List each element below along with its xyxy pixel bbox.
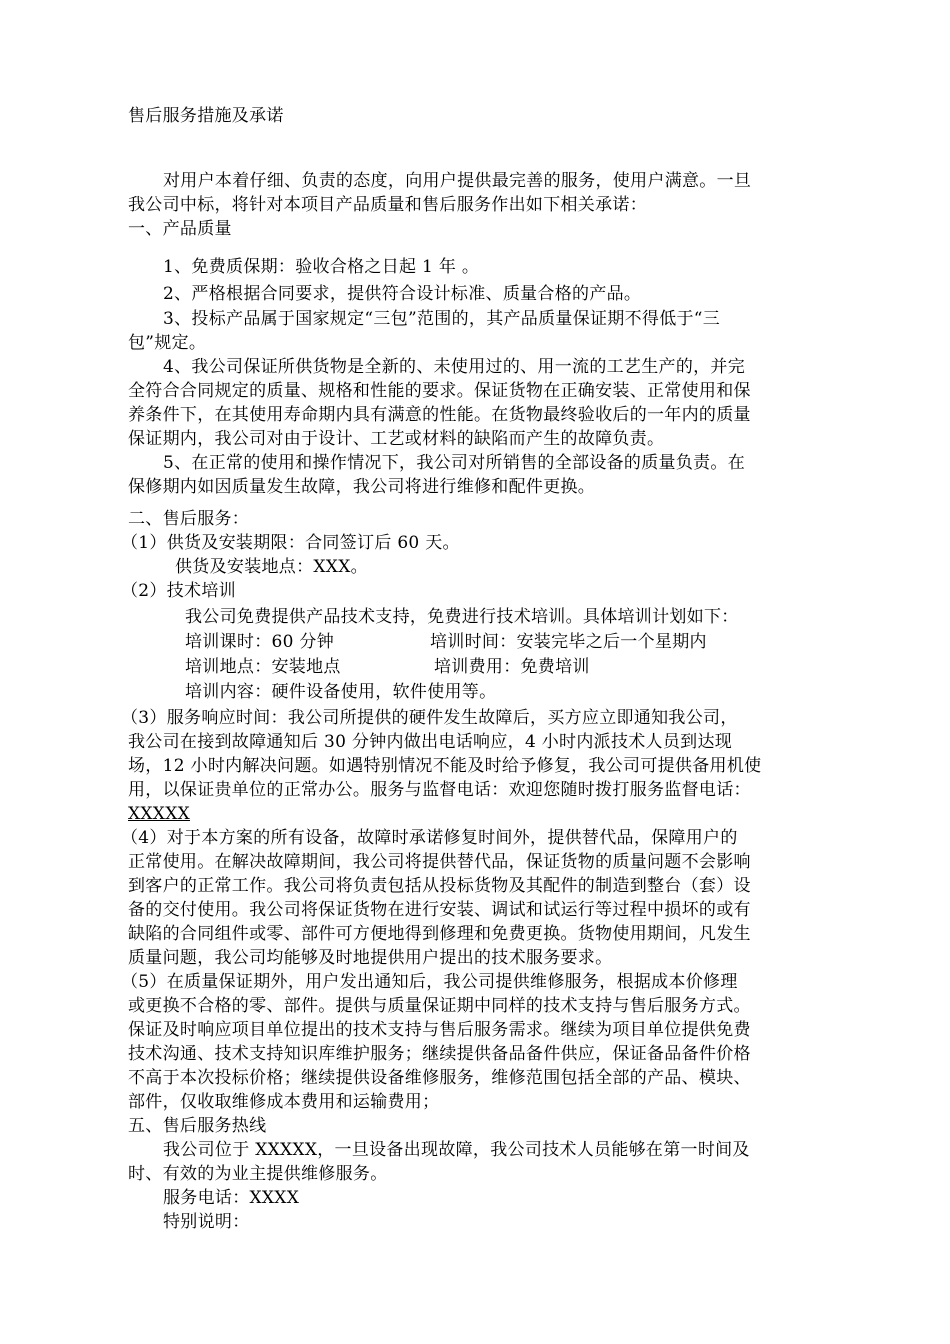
service-p2: （2）技术培训 <box>121 581 236 601</box>
document-title: 售后服务措施及承诺 <box>128 106 284 126</box>
training-hours: 培训课时：60 分钟 <box>185 632 335 652</box>
service-p1b: 供货及安装地点：XXX。 <box>175 557 368 577</box>
supervision-phone: XXXXX <box>128 804 191 824</box>
quality-item-5-line-2: 保修期内如因质量发生故障，我公司将进行维修和配件更换。 <box>128 477 596 497</box>
training-place: 培训地点：安装地点 <box>185 657 341 677</box>
training-time: 培训时间：安装完毕之后一个星期内 <box>430 632 707 652</box>
service-p5-line-2: 或更换不合格的零、部件。提供与质量保证期中同样的技术支持与售后服务方式。 <box>128 996 751 1016</box>
quality-item-2: 2、严格根据合同要求，提供符合设计标准、质量合格的产品。 <box>163 284 642 304</box>
quality-item-4-line-3: 养条件下，在其使用寿命期内具有满意的性能。在货物最终验收后的一年内的质量 <box>128 405 751 425</box>
service-p3-line-4: 用，以保证贵单位的正常办公。服务与监督电话：欢迎您随时拨打服务监督电话： <box>128 780 751 800</box>
service-p4-line-6: 质量问题，我公司均能够及时地提供用户提出的技术服务要求。 <box>128 948 613 968</box>
intro-line-2: 我公司中标，将针对本项目产品质量和售后服务作出如下相关承诺： <box>128 195 647 215</box>
service-p5-line-4: 技术沟通、技术支持知识库维护服务；继续提供备品备件供应，保证备品备件价格 <box>128 1044 751 1064</box>
quality-item-4-line-2: 全符合合同规定的质量、规格和性能的要求。保证货物在正确安装、正常使用和保 <box>128 381 751 401</box>
intro-line-1: 对用户本着仔细、负责的态度，向用户提供最完善的服务，使用户满意。一旦 <box>163 171 752 191</box>
quality-item-4-line-1: 4、我公司保证所供货物是全新的、未使用过的、用一流的工艺生产的，并完 <box>163 357 746 377</box>
service-p3-line-3: 场，12 小时内解决问题。如遇特别情况不能及时给予修复，我公司可提供备用机使 <box>128 756 762 776</box>
service-p5-line-3: 保证及时响应项目单位提出的技术支持与售后服务需求。继续为项目单位提供免费 <box>128 1020 751 1040</box>
service-p4-line-2: 正常使用。在解决故障期间，我公司将提供替代品，保证货物的质量问题不会影响 <box>128 852 751 872</box>
service-p4-line-5: 缺陷的合同组件或零、部件可方便地得到修理和免费更换。货物使用期间，凡发生 <box>128 924 751 944</box>
service-p4-line-4: 备的交付使用。我公司将保证货物在进行安装、调试和试运行等过程中损坏的或有 <box>128 900 751 920</box>
quality-item-3-line-2: 包”规定。 <box>128 333 207 353</box>
hotline-p1-line-1: 我公司位于 XXXXX，一旦设备出现故障，我公司技术人员能够在第一时间及 <box>163 1140 750 1160</box>
service-p3-line-1: （3）服务响应时间：我公司所提供的硬件发生故障后，买方应立即通知我公司， <box>121 708 738 728</box>
section1-heading: 一、产品质量 <box>128 219 232 239</box>
section5-heading: 五、售后服务热线 <box>128 1116 267 1136</box>
service-p3-line-2: 我公司在接到故障通知后 30 分钟内做出电话响应，4 小时内派技术人员到达现 <box>128 732 733 752</box>
service-p1: （1）供货及安装期限：合同签订后 60 天。 <box>121 533 460 553</box>
service-p5-line-6: 部件，仅收取维修成本费用和运输费用； <box>128 1092 440 1112</box>
service-p5-line-5: 不高于本次投标价格；继续提供设备维修服务，维修范围包括全部的产品、模块、 <box>128 1068 751 1088</box>
special-note: 特别说明： <box>163 1212 250 1232</box>
hotline-p1-line-2: 时、有效的为业主提供维修服务。 <box>128 1164 388 1184</box>
service-p5-line-1: （5）在质量保证期外，用户发出通知后，我公司提供维修服务，根据成本价修理 <box>121 972 738 992</box>
service-p4-line-1: （4）对于本方案的所有设备，故障时承诺修复时间外，提供替代品，保障用户的 <box>121 828 738 848</box>
training-fee: 培训费用：免费培训 <box>434 657 590 677</box>
service-p2a: 我公司免费提供产品技术支持，免费进行技术培训。具体培训计划如下： <box>185 607 739 627</box>
quality-item-1: 1、免费质保期：验收合格之日起 1 年 。 <box>163 257 480 277</box>
quality-item-3-line-1: 3、投标产品属于国家规定“三包”范围的，其产品质量保证期不得低于“三 <box>163 309 721 329</box>
training-content: 培训内容：硬件设备使用，软件使用等。 <box>185 682 497 702</box>
quality-item-5-line-1: 5、在正常的使用和操作情况下，我公司对所销售的全部设备的质量负责。在 <box>163 453 746 473</box>
quality-item-4-line-4: 保证期内，我公司对由于设计、工艺或材料的缺陷而产生的故障负责。 <box>128 429 665 449</box>
hotline-phone: 服务电话：XXXX <box>163 1188 300 1208</box>
section2-heading: 二、售后服务： <box>128 509 250 529</box>
service-p4-line-3: 到客户的正常工作。我公司将负责包括从投标货物及其配件的制造到整台（套）设 <box>128 876 751 896</box>
